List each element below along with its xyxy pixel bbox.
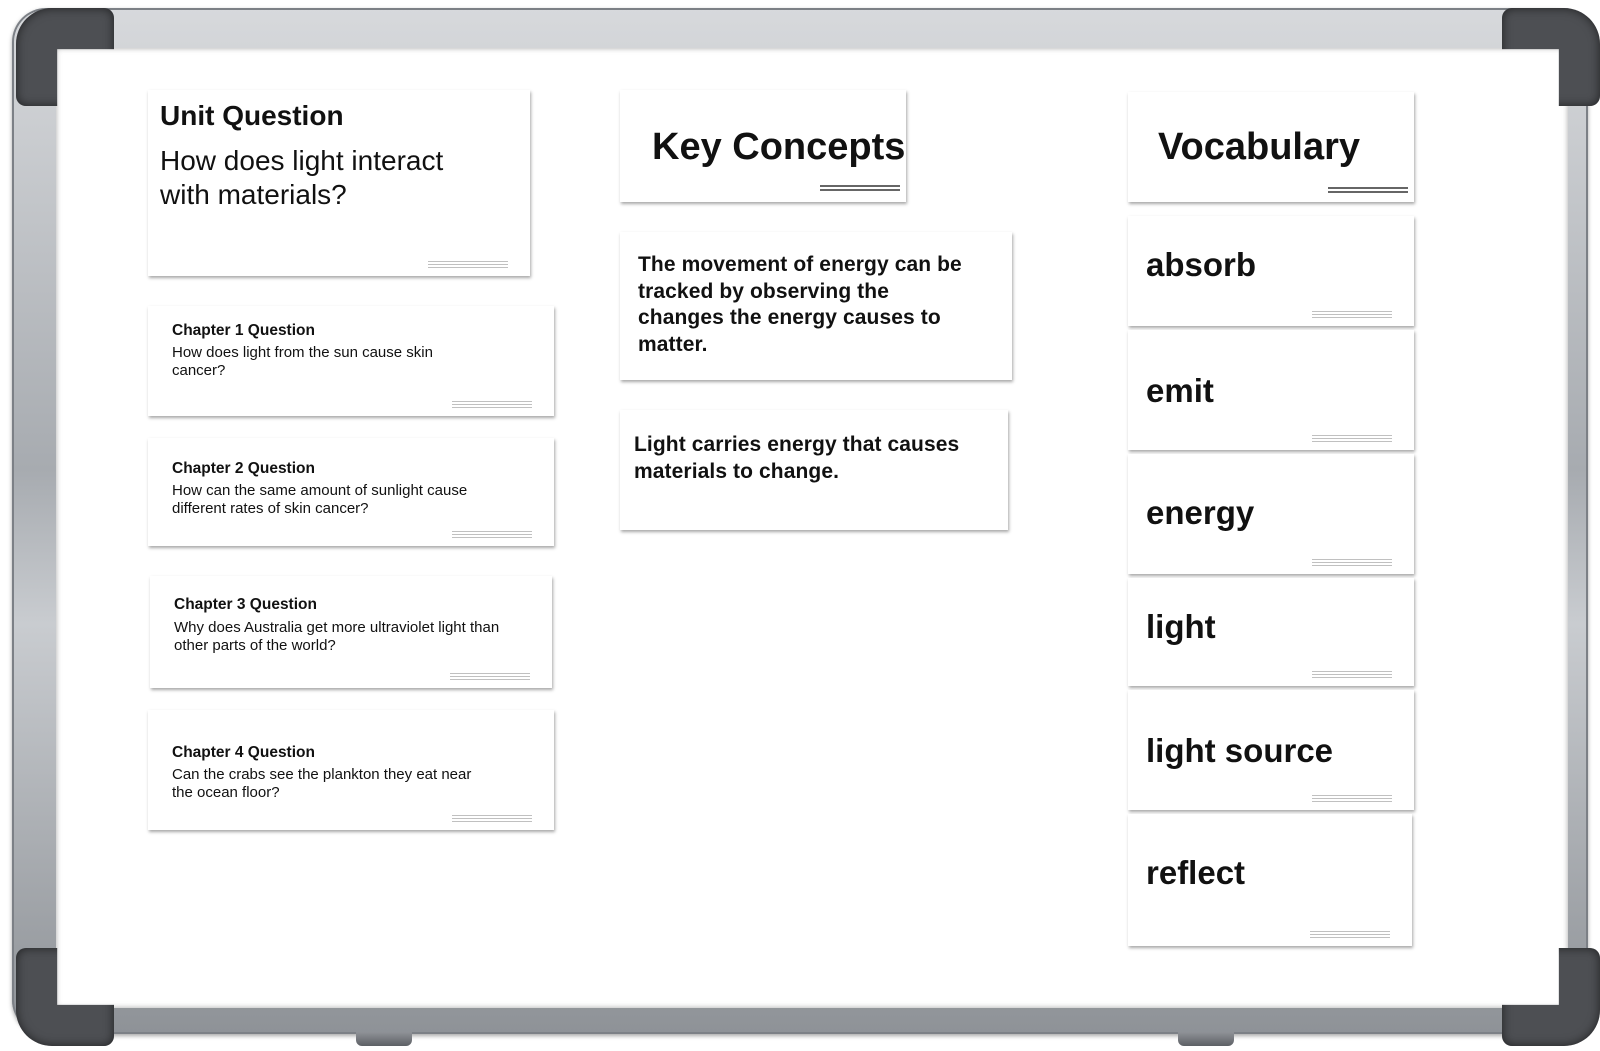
vocabulary-word: energy: [1146, 494, 1255, 531]
card-footer-fineprint: [452, 531, 532, 538]
key-concept-card: [620, 410, 1008, 530]
chapter-question-title: Chapter 3 Question: [174, 596, 317, 613]
vocabulary-word-card: [1128, 814, 1412, 946]
vocabulary-word: reflect: [1146, 854, 1246, 891]
card-footer-fineprint: [1312, 671, 1392, 678]
chapter-question-card: [148, 438, 554, 546]
card-footer-fineprint: [1310, 931, 1390, 938]
vocabulary-word: absorb: [1146, 246, 1257, 283]
vocabulary-word-card: [1128, 216, 1414, 326]
chapter-question-text: How can the same amount of sunlight cause different rates of skin cancer?: [172, 482, 468, 517]
key-concepts-header-card: [620, 90, 906, 202]
key-concept-text: Light carries energy that causes materials to change.: [634, 433, 960, 483]
key-concepts-title: Key Concepts: [652, 126, 906, 168]
chapter-question-card: [150, 576, 552, 688]
unit-question-text: How does light interact with materials?: [160, 145, 444, 210]
vocabulary-word-card: [1128, 454, 1414, 574]
chapter-question-card: [148, 710, 554, 830]
key-concept-text: The movement of energy can be tracked by observing the changes the energy causes to matter.: [638, 253, 962, 356]
vocabulary-word: light: [1146, 608, 1216, 645]
vocabulary-word: light source: [1146, 732, 1334, 769]
vocabulary-title: Vocabulary: [1158, 126, 1361, 168]
card-footer-fineprint: [450, 673, 530, 680]
card-footer-fineprint: [1312, 795, 1392, 802]
card-footer-fineprint: [452, 815, 532, 822]
chapter-question-title: Chapter 2 Question: [172, 460, 315, 477]
chapter-question-title: Chapter 4 Question: [172, 744, 315, 761]
chapter-question-card: [148, 306, 554, 416]
marker-tray-clip: [356, 1032, 412, 1046]
chapter-question-text: Why does Australia get more ultraviolet light than other parts of the world?: [174, 619, 500, 654]
card-footer-fineprint: [1312, 311, 1392, 318]
card-footer-fineprint: [820, 185, 900, 192]
chapter-question-text: Can the crabs see the plankton they eat near the ocean floor?: [172, 766, 472, 801]
vocabulary-word: emit: [1146, 372, 1214, 409]
marker-tray-clip: [1178, 1032, 1234, 1046]
vocabulary-word-card: [1128, 690, 1414, 810]
vocabulary-header-card: [1128, 92, 1414, 202]
card-footer-fineprint: [1312, 435, 1392, 442]
key-concept-card: [620, 232, 1012, 380]
card-footer-fineprint: [1312, 559, 1392, 566]
unit-question-card: [148, 90, 530, 276]
card-footer-fineprint: [452, 401, 532, 408]
chapter-question-title: Chapter 1 Question: [172, 322, 315, 339]
card-footer-fineprint: [1328, 187, 1408, 194]
vocabulary-word-card: [1128, 578, 1414, 686]
unit-question-title: Unit Question: [160, 100, 344, 131]
vocabulary-word-card: [1128, 330, 1414, 450]
card-footer-fineprint: [428, 261, 508, 268]
chapter-question-text: How does light from the sun cause skin cancer?: [172, 344, 433, 379]
